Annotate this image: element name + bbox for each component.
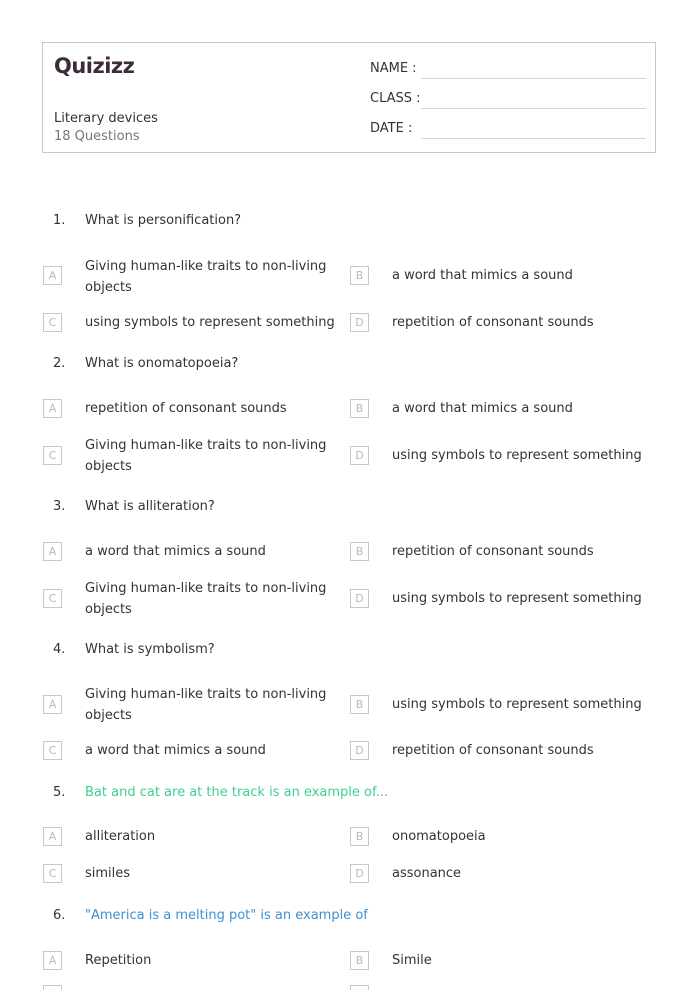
option-letter-box: D bbox=[350, 313, 369, 332]
class-line bbox=[421, 108, 646, 109]
option-letter-box: A bbox=[43, 399, 62, 418]
option-letter-box: D bbox=[350, 741, 369, 760]
option-letter-box: B bbox=[350, 266, 369, 285]
option-text: onomatopoeia bbox=[392, 829, 486, 844]
option-text: repetition of consonant sounds bbox=[85, 401, 287, 416]
quiz-title: Literary devices bbox=[54, 111, 158, 126]
name-label: NAME : bbox=[370, 61, 417, 76]
name-field bbox=[370, 61, 417, 76]
option-text: a word that mimics a sound bbox=[392, 268, 573, 283]
option-text: similes bbox=[85, 866, 131, 881]
question-text: What is onomatopoeia? bbox=[85, 356, 239, 371]
option-letter-box: B bbox=[350, 399, 369, 418]
option-letter-box: B bbox=[350, 951, 369, 970]
option-letter-box: D bbox=[350, 446, 369, 465]
option-text: alliteration bbox=[85, 829, 156, 844]
question-number: 1. bbox=[53, 213, 66, 228]
question-text: What is alliteration? bbox=[85, 499, 215, 514]
question-count: 18 Questions bbox=[54, 129, 140, 144]
question-text: Bat and cat are at the track is an example of... bbox=[85, 785, 389, 800]
option-letter-box: D bbox=[350, 589, 369, 608]
date-line bbox=[421, 138, 646, 139]
date-field bbox=[370, 121, 412, 136]
option-letter-box: D bbox=[350, 864, 369, 883]
class-field bbox=[370, 91, 421, 106]
question-text: "America is a melting pot" is an example of bbox=[85, 908, 368, 923]
option-letter-box: A bbox=[43, 951, 62, 970]
option-text: Giving human-like traits to non-living objects bbox=[85, 687, 327, 723]
question-number: 3. bbox=[53, 499, 66, 514]
option-text: using symbols to represent something bbox=[392, 448, 642, 463]
option-text: a word that mimics a sound bbox=[85, 743, 266, 758]
option-text: repetition of consonant sounds bbox=[392, 743, 594, 758]
option-text: assonance bbox=[392, 866, 462, 881]
option-letter-box: A bbox=[43, 695, 62, 714]
option-letter-box: C bbox=[43, 864, 62, 883]
question-text: What is symbolism? bbox=[85, 642, 215, 657]
date-label: DATE : bbox=[370, 121, 413, 136]
option-text: Simile bbox=[392, 953, 432, 968]
option-letter-box: A bbox=[43, 266, 62, 285]
quizizz-logo: Quizizz bbox=[54, 54, 135, 78]
option-text: using symbols to represent something bbox=[85, 315, 335, 330]
option-letter-box: A bbox=[43, 542, 62, 561]
option-text: Giving human-like traits to non-living objects bbox=[85, 581, 327, 617]
option-letter-box-cutoff bbox=[43, 985, 62, 990]
option-text: Repetition bbox=[85, 953, 152, 968]
option-letter-box: B bbox=[350, 542, 369, 561]
option-text: Giving human-like traits to non-living objects bbox=[85, 259, 327, 295]
option-letter-box: C bbox=[43, 741, 62, 760]
option-letter-box: B bbox=[350, 827, 369, 846]
option-letter-box: C bbox=[43, 589, 62, 608]
option-letter-box: B bbox=[350, 695, 369, 714]
option-letter-box: A bbox=[43, 827, 62, 846]
name-line bbox=[421, 78, 646, 79]
worksheet-header bbox=[42, 42, 656, 153]
question-number: 2. bbox=[53, 356, 66, 371]
option-text: repetition of consonant sounds bbox=[392, 315, 594, 330]
question-number: 6. bbox=[53, 908, 66, 923]
class-label: CLASS : bbox=[370, 91, 421, 106]
option-text: using symbols to represent something bbox=[392, 697, 642, 712]
option-text: using symbols to represent something bbox=[392, 591, 642, 606]
question-number: 4. bbox=[53, 642, 66, 657]
question-number: 5. bbox=[53, 785, 66, 800]
option-text: a word that mimics a sound bbox=[392, 401, 573, 416]
option-letter-box: C bbox=[43, 446, 62, 465]
option-text: repetition of consonant sounds bbox=[392, 544, 594, 559]
option-text: Giving human-like traits to non-living objects bbox=[85, 438, 327, 474]
option-letter-box-cutoff bbox=[350, 985, 369, 990]
question-text: What is personification? bbox=[85, 213, 242, 228]
option-text: a word that mimics a sound bbox=[85, 544, 266, 559]
option-letter-box: C bbox=[43, 313, 62, 332]
